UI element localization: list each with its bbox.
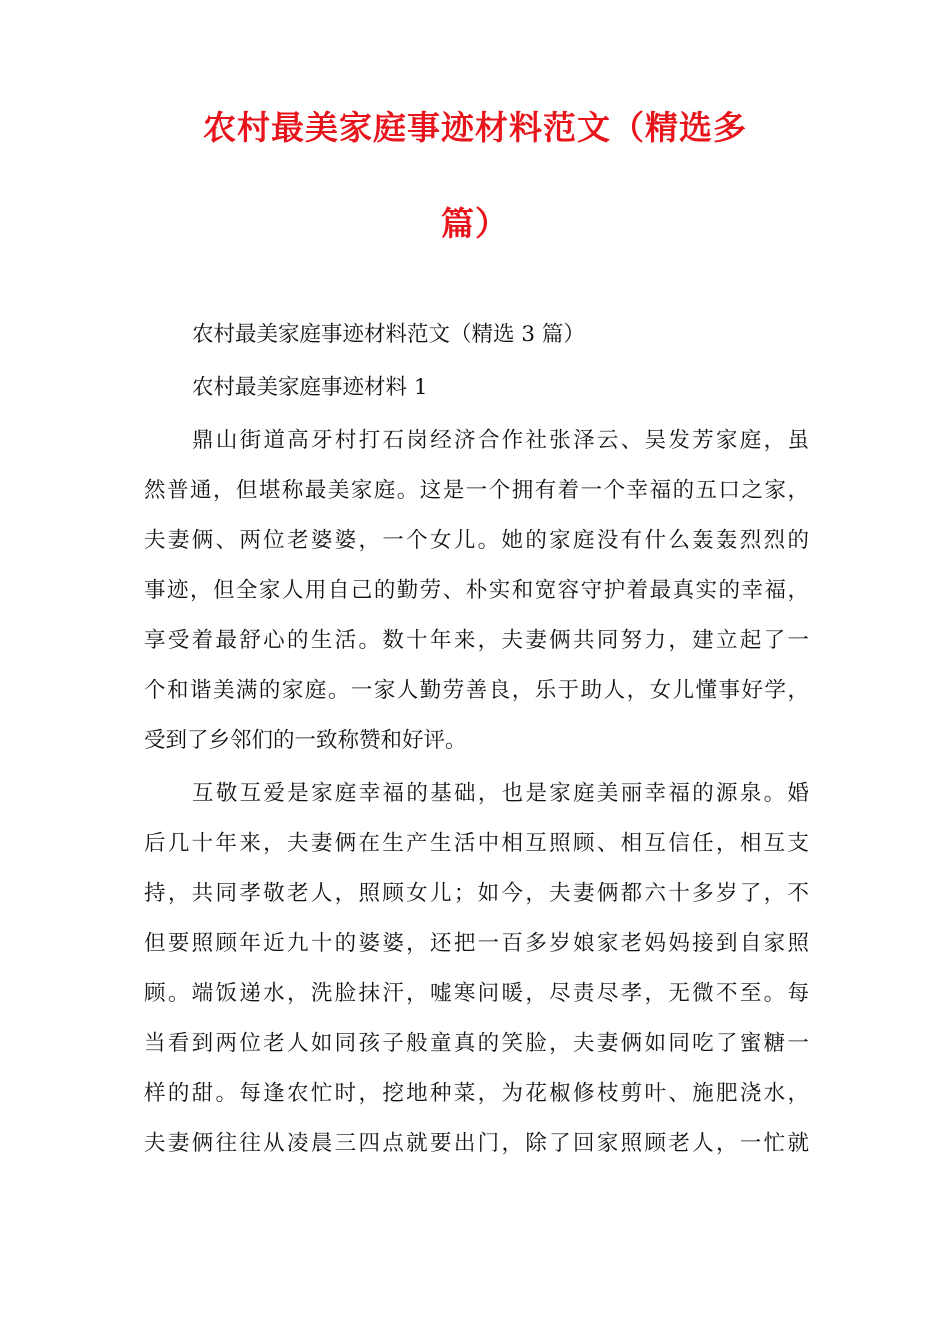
section-heading: 农村最美家庭事迹材料 1	[192, 375, 428, 400]
paragraph-1-line-5: 享受着最舒心的生活。数十年来，夫妻俩共同努力，建立起了一	[144, 628, 809, 653]
document-title-line-2: 篇）	[441, 204, 509, 243]
paragraph-1-line-3: 夫妻俩、两位老婆婆，一个女儿。她的家庭没有什么轰轰烈烈的	[144, 528, 809, 553]
paragraph-2-line-4: 但要照顾年近九十的婆婆，还把一百多岁娘家老妈妈接到自家照	[144, 931, 809, 956]
paragraph-1-line-4: 事迹，但全家人用自己的勤劳、朴实和宽容守护着最真实的幸福，	[144, 578, 809, 603]
paragraph-2-line-3: 持，共同孝敬老人，照顾女儿；如今，夫妻俩都六十多岁了，不	[144, 881, 809, 906]
paragraph-2-line-7: 样的甜。每逢农忙时，挖地种菜，为花椒修枝剪叶、施肥浇水，	[144, 1081, 809, 1106]
paragraph-1-line-1: 鼎山街道高牙村打石岗经济合作社张泽云、吴发芳家庭，虽	[192, 428, 809, 453]
paragraph-1-line-7: 受到了乡邻们的一致称赞和好评。	[144, 728, 467, 753]
paragraph-2-line-5: 顾。端饭递水，洗脸抹汗，嘘寒问暖，尽责尽孝，无微不至。每	[144, 981, 809, 1006]
document-subtitle: 农村最美家庭事迹材料范文（精选 3 篇）	[192, 322, 585, 347]
paragraph-2-line-8: 夫妻俩往往从凌晨三四点就要出门，除了回家照顾老人，一忙就	[144, 1131, 809, 1156]
paragraph-2-line-1: 互敬互爱是家庭幸福的基础，也是家庭美丽幸福的源泉。婚	[192, 781, 809, 806]
paragraph-1-line-6: 个和谐美满的家庭。一家人勤劳善良，乐于助人，女儿懂事好学，	[144, 678, 809, 703]
document-title-line-1: 农村最美家庭事迹材料范文（精选多	[203, 108, 747, 147]
paragraph-2-line-6: 当看到两位老人如同孩子般童真的笑脸，夫妻俩如同吃了蜜糖一	[144, 1031, 809, 1056]
paragraph-2-line-2: 后几十年来，夫妻俩在生产生活中相互照顾、相互信任，相互支	[144, 831, 809, 856]
paragraph-1-line-2: 然普通，但堪称最美家庭。这是一个拥有着一个幸福的五口之家，	[144, 478, 809, 503]
